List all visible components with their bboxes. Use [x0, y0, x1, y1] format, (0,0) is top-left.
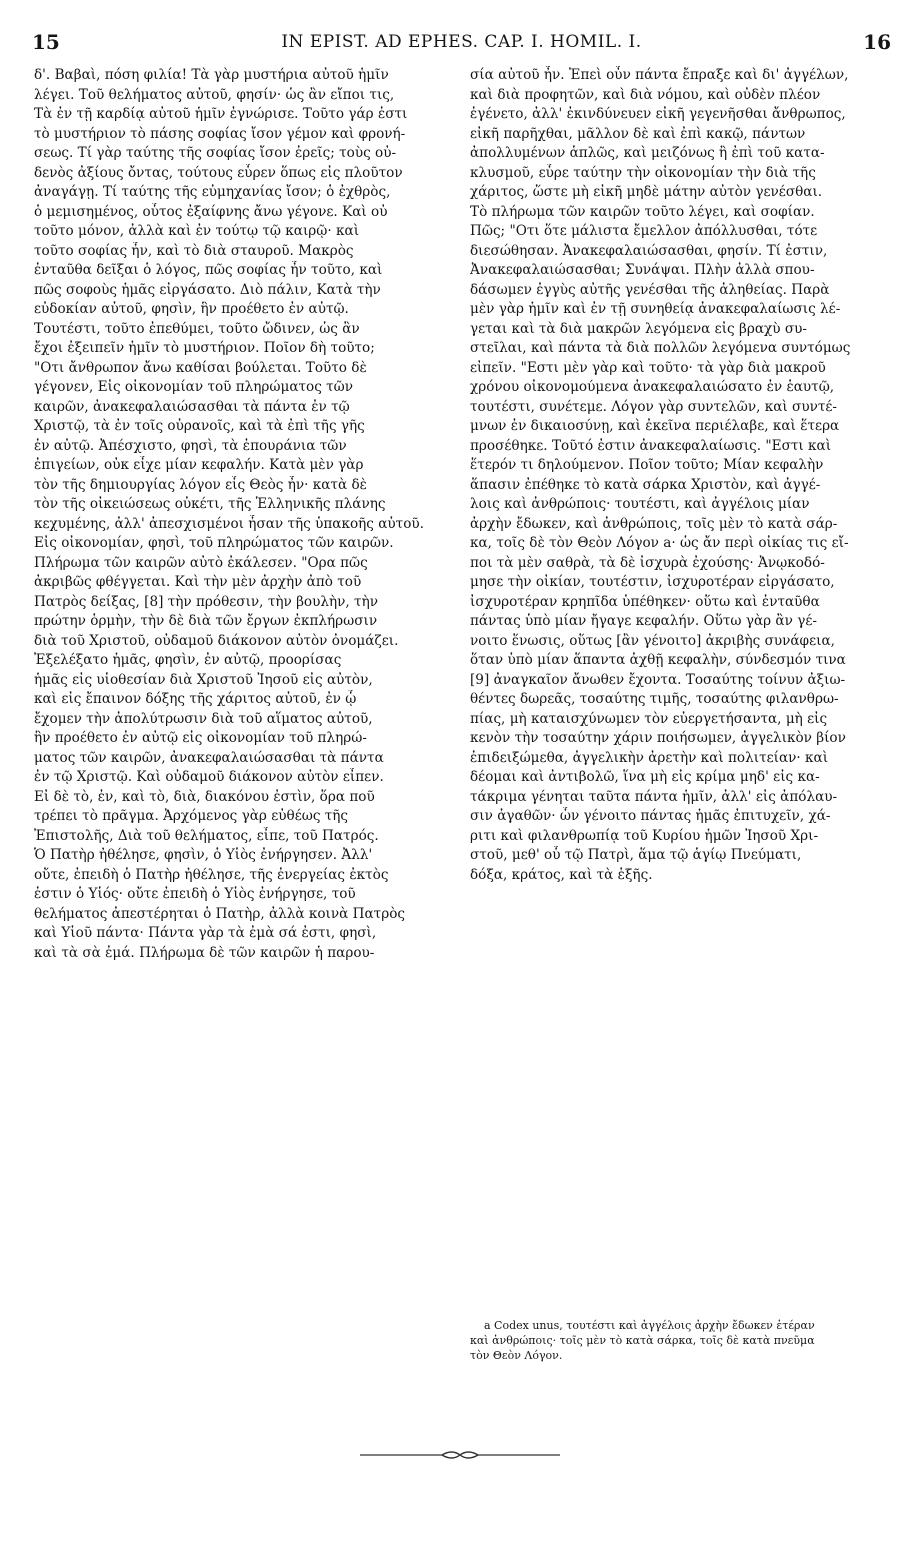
left-column-line: ἀναγάγῃ. Τί ταύτης τῆς εὐμηχανίας ἴσον; ὁ ἐχθρὸς,: [34, 184, 391, 200]
right-text-column: [470, 66, 888, 885]
running-title: IN EPIST. AD EPHES. CAP. I. HOMIL. I.: [281, 32, 642, 52]
footnote-line: τὸν Θεὸν Λόγον.: [470, 1349, 563, 1362]
right-column-line: ποι τὰ μὲν σαθρὰ, τὰ δὲ ἰσχυρὰ ἐχούσης· Ἀνῳκοδό-: [470, 554, 825, 571]
right-column-line: ἀρχὴν ἔδωκεν, καὶ ἀνθρώποις, τοῖς μὲν τὸ κατὰ σάρ-: [470, 515, 838, 532]
left-column-line: εὐδοκίαν αὐτοῦ, φησὶν, ἣν προέθετο ἐν αὐτῷ.: [34, 301, 349, 317]
right-column-line: ριτι καὶ φιλανθρωπίᾳ τοῦ Κυρίου ἡμῶν Ἰησοῦ Χρι-: [470, 827, 819, 844]
right-column-line: χρόνου οἰκονομούμενα ἀνακεφαλαιώσατο ἐν ἑαυτῷ,: [470, 379, 835, 395]
footnote-line: καὶ ἀνθρώποις· τοῖς μὲν τὸ κατὰ σάρκα, τοῖς δὲ κατὰ πνεῦμα: [470, 1334, 815, 1347]
footnote-line: a Codex unus, τουτέστι καὶ ἀγγέλοις ἀρχὴν ἔδωκεν ἑτέραν: [484, 1319, 815, 1332]
left-column-line: ἔχοι ἐξειπεῖν ἡμῖν τὸ μυστήριον. Ποῖον δὴ τοῦτο;: [34, 340, 375, 356]
left-column-line: τὸν τῆς δημιουργίας λόγον εἷς Θεὸς ἦν· κατὰ δὲ: [34, 476, 367, 493]
right-column-line: Πῶς; "Οτι ὅτε μάλιστα ἔμελλον ἀπόλλυσθαι, τότε: [470, 223, 818, 239]
right-column-line: [9] ἀναγκαῖον ἄνωθεν ἔχοντα. Τοσαύτης τοίνυν ἀξιω-: [470, 671, 846, 688]
right-column-line: μὲν γὰρ ἡμῖν καὶ ἐν τῇ συνηθείᾳ ἀνακεφαλαίωσις λέ-: [470, 301, 841, 317]
left-column-line: ἐνταῦθα δεῖξαι ὁ λόγος, πῶς σοφίας ἦν τοῦτο, καὶ: [34, 262, 383, 278]
left-column-line: ματος τῶν καιρῶν, ἀνακεφαλαιώσασθαι τὰ πάντα: [34, 749, 384, 766]
right-column-line: σιν ἀγαθῶν· ὧν γένοιτο πάντας ἡμᾶς ἐπιτυχεῖν, χά-: [470, 808, 831, 824]
right-column-line: εἰπεῖν. "Εστι μὲν γὰρ καὶ τοῦτο· τὰ γὰρ διὰ μακροῦ: [470, 359, 826, 376]
left-column-line: ἡμᾶς εἰς υἱοθεσίαν διὰ Χριστοῦ Ἰησοῦ εἰς αὐτὸν,: [34, 671, 373, 688]
left-column-line: Εἰ δὲ τὸ, ἐν, καὶ τὸ, διὰ, διακόνου ἐστὶν, ὅρα ποῦ: [34, 788, 375, 805]
left-column-line: ἐν τῷ Χριστῷ. Καὶ οὐδαμοῦ διάκονον αὐτὸν εἶπεν.: [34, 769, 384, 785]
left-column-line: Πλήρωμα τῶν καιρῶν αὐτὸ ἐκάλεσεν. "Ορα πῶς: [34, 554, 368, 571]
left-column-line: λέγει. Τοῦ θελήματος αὐτοῦ, φησίν· ὡς ἂν εἴποι τις,: [34, 86, 395, 103]
left-column-line: Τὰ ἐν τῇ καρδίᾳ αὐτοῦ ἡμῖν ἐγνώρισε. Τοῦτο γάρ ἐστι: [34, 106, 408, 122]
right-column-line: λοις καὶ ἀνθρώποις· τουτέστι, καὶ ἀγγέλοις μίαν: [470, 496, 810, 512]
right-column-line: διεσώθησαν. Ἀνακεφαλαιώσασθαι, φησίν. Τί ἐστιν,: [470, 242, 828, 259]
right-column-line: κλυσμοῦ, εὗρε ταύτην τὴν οἰκονομίαν τὴν διὰ τῆς: [470, 164, 816, 181]
left-column-line: διὰ τοῦ Χριστοῦ, οὐδαμοῦ διάκονον αὐτὸν ὀνομάζει.: [34, 632, 399, 649]
right-column-line: Τὸ πλήρωμα τῶν καιρῶν τοῦτο λέγει, καὶ σοφίαν.: [470, 203, 815, 220]
left-column-line: καὶ εἰς ἔπαινον δόξης τῆς χάριτος αὐτοῦ, ἐν ᾧ: [34, 691, 357, 707]
right-column-line: ἀπολλυμένων ἁπλῶς, καὶ μειζόνως ἢ ἐπὶ τοῦ κατα-: [470, 145, 825, 161]
left-column-line: τρέπει τὸ πρᾶγμα. Ἀρχόμενος γὰρ εὐθέως τῆς: [34, 808, 349, 824]
right-column-line: πάντας ὑπὸ μίαν ἤγαγε κεφαλήν. Οὕτω γὰρ ἂν γέ-: [470, 613, 817, 629]
page-number-right: 16: [863, 30, 891, 54]
left-column-line: οὔτε, ἐπειδὴ ὁ Πατὴρ ἠθέλησε, τῆς ἐνεργείας ἐκτὸς: [34, 866, 389, 883]
right-column-line: προσέθηκε. Τοῦτό ἐστιν ἀνακεφαλαίωσις. "Εστι καὶ: [470, 437, 832, 454]
running-header: [32, 30, 891, 60]
left-column-line: Εἰς οἰκονομίαν, φησὶ, τοῦ πληρώματος τῶν καιρῶν.: [34, 535, 394, 551]
right-column-line: εἰκῆ παρῆχθαι, μᾶλλον δὲ καὶ ἐπὶ κακῷ, πάντων: [470, 125, 806, 142]
left-column-line: Χριστῷ, τὰ ἐν τοῖς οὐρανοῖς, καὶ τὰ ἐπὶ τῆς γῆς: [34, 418, 365, 434]
right-column-line: θέντες δωρεᾶς, τοσαύτης τιμῆς, τοσαύτης φιλανθρω-: [470, 691, 839, 707]
end-ornament-rule: [360, 1448, 560, 1462]
right-column-line: κα, τοῖς δὲ τὸν Θεὸν Λόγον a· ὡς ἄν περὶ οἰκίας τις εἴ-: [470, 535, 849, 551]
left-column-line: δενὸς ἀξίους ὄντας, τούτους εὗρεν ὅπως εἰς πλοῦτον: [34, 164, 403, 181]
left-column-line: τοῦτο μόνον, ἀλλὰ καὶ ἐν τούτῳ τῷ καιρῷ· καὶ: [34, 223, 360, 239]
right-column-line: τάκριμα γένηται ταῦτα πάντα ἡμῖν, ἀλλ' εἰς ἀπόλαυ-: [470, 788, 838, 805]
right-column-line: δέομαι καὶ ἀντιβολῶ, ἵνα μὴ εἰς κρίμα μηδ' εἰς κα-: [470, 769, 820, 785]
right-column-line: μησε τὴν οἰκίαν, τουτέστιν, ἰσχυροτέραν εἰργάσατο,: [470, 574, 835, 590]
right-column-line: ἐπιδειξώμεθα, ἀγγελικὴν ἀρετὴν καὶ πολιτείαν· καὶ: [470, 749, 829, 766]
left-column-line: πρώτην ὁρμὴν, τὴν δὲ διὰ τῶν ἔργων ἐκπλήρωσιν: [34, 613, 378, 629]
right-column-line: μνων ἐν δικαιοσύνῃ, καὶ ἐκεῖνα περιέλαβε, καὶ ἕτερα: [470, 418, 840, 434]
right-column-line: τουτέστι, συνέτεμε. Λόγον γὰρ συντελῶν, καὶ συντέ-: [470, 398, 838, 415]
left-column-line: Ἐξελέξατο ἡμᾶς, φησὶν, ἐν αὐτῷ, προορίσας: [34, 652, 342, 668]
left-column-line: "Οτι ἄνθρωπον ἄνω καθίσαι βούλεται. Τοῦτο δὲ: [34, 359, 367, 376]
right-column-line: χάριτος, ὥστε μὴ εἰκῆ μηδὲ μάτην αὐτὸν γενέσθαι.: [470, 184, 823, 200]
right-column-line: ἅπασιν ἐπέθηκε τὸ κατὰ σάρκα Χριστὸν, καὶ ἀγγέ-: [470, 476, 821, 493]
right-column-line: στοῦ, μεθ' οὗ τῷ Πατρὶ, ἅμα τῷ ἁγίῳ Πνεύματι,: [470, 847, 802, 863]
right-column-line: ἕτερόν τι δηλούμενον. Ποῖον τοῦτο; Μίαν κεφαλὴν: [470, 457, 824, 473]
right-column-line: καὶ διὰ προφητῶν, καὶ διὰ νόμου, καὶ οὐδὲν πλέον: [470, 86, 821, 103]
left-column-line: Πατρὸς δείξας, [8] τὴν πρόθεσιν, τὴν βουλὴν, τὴν: [34, 593, 378, 610]
right-column-line: ἰσχυροτέραν κρηπῖδα ὑπέθηκεν· οὕτω καὶ ἐνταῦθα: [470, 593, 820, 610]
left-column-line: πῶς σοφοὺς ἡμᾶς εἰργάσατο. Διὸ πάλιν, Κατὰ τὴν: [34, 281, 381, 298]
left-column-line: ἐστιν ὁ Υἱός· οὔτε ἐπειδὴ ὁ Υἱὸς ἐνήργησε, τοῦ: [34, 886, 356, 902]
right-column-line: δόξα, κράτος, καὶ τὰ ἑξῆς.: [470, 866, 653, 883]
left-column-line: τὸ μυστήριον τὸ πάσης σοφίας ἴσον γέμον καὶ φρονή-: [34, 125, 406, 142]
right-column-line: δάσωμεν ἐγγὺς αὐτῆς γενέσθαι τῆς ἀληθείας. Παρὰ: [470, 281, 830, 298]
left-column-line: σεως. Τί γὰρ ταύτης τῆς σοφίας ἴσον ἐρεῖς; τοὺς οὐ-: [34, 145, 397, 161]
left-column-line: κεχυμένης, ἀλλ' ἀπεσχισμένοι ἦσαν τῆς ὑπακοῆς αὐτοῦ.: [34, 515, 424, 532]
left-column-line: καιρῶν, ἀνακεφαλαιώσασθαι τὰ πάντα ἐν τῷ: [34, 398, 350, 415]
right-column-line: πίας, μὴ καταισχύνωμεν τὸν εὐεργετήσαντα, μὴ εἰς: [470, 710, 828, 727]
left-column-line: δ'. Βαβαὶ, πόση φιλία! Τὰ γὰρ μυστήρια αὐτοῦ ἡμῖν: [34, 67, 389, 83]
left-column-line: ὁ μεμισημένος, οὗτος ἐξαίφνης ἄνω γέγονε. Καὶ οὐ: [34, 203, 388, 220]
left-column-line: θελήματος ἀπεστέρηται ὁ Πατὴρ, ἀλλὰ κοινὰ Πατρὸς: [34, 905, 405, 922]
right-column-line: Ἀνακεφαλαιώσασθαι; Συνάψαι. Πλὴν ἀλλὰ σπου-: [470, 262, 815, 278]
left-column-line: ἔχομεν τὴν ἀπολύτρωσιν διὰ τοῦ αἵματος αὐτοῦ,: [34, 710, 373, 727]
right-column-line: στεῖλαι, καὶ πάντα τὰ διὰ πολλῶν λεγόμενα συντόμως: [470, 340, 851, 356]
left-column-line: ἐπιγείων, οὐκ εἶχε μίαν κεφαλήν. Κατὰ μὲν γὰρ: [34, 457, 364, 473]
right-column-line: ὅταν ὑπὸ μίαν ἅπαντα ἀχθῇ κεφαλὴν, σύνδεσμόν τινα: [470, 652, 846, 668]
right-column-line: σία αὐτοῦ ἦν. Ἐπεὶ οὖν πάντα ἔπραξε καὶ δι' ἀγγέλων,: [470, 67, 849, 83]
right-column-line: νοιτο ἕνωσις, οὕτως [ἂν γένοιτο] ἀκριβὴς συνάφεια,: [470, 632, 835, 649]
right-column-line: κενὸν τὴν τοσαύτην χάριν ποιήσωμεν, ἀγγελικὸν βίον: [470, 730, 846, 746]
right-column-line: ἐγένετο, ἀλλ' ἐκινδύνευεν εἰκῆ γεγενῆσθαι ἄνθρωπος,: [470, 106, 846, 122]
left-column-line: γέγονεν, Εἰς οἰκονομίαν τοῦ πληρώματος τῶν: [34, 379, 354, 395]
left-column-line: Ἐπιστολῆς, Διὰ τοῦ θελήματος, εἶπε, τοῦ Πατρός.: [34, 827, 379, 844]
left-text-column: [34, 66, 448, 963]
left-column-line: ἐν αὐτῷ. Ἀπέσχιστο, φησὶ, τὰ ἐπουράνια τῶν: [34, 437, 347, 454]
page-number-left: 15: [32, 30, 60, 54]
footnote: [470, 1318, 888, 1363]
left-column-line: τὸν τῆς οἰκειώσεως οὐκέτι, τῆς Ἑλληνικῆς πλάνης: [34, 496, 386, 512]
right-column-line: γεται καὶ τὰ διὰ μακρῶν λεγόμενα εἰς βραχὺ συ-: [470, 320, 807, 337]
left-column-line: τοῦτο σοφίας ἦν, καὶ τὸ διὰ σταυροῦ. Μακρὸς: [34, 242, 354, 259]
left-column-line: ἣν προέθετο ἐν αὐτῷ εἰς οἰκονομίαν τοῦ πληρώ-: [34, 730, 367, 746]
left-column-line: καὶ τὰ σὰ ἐμά. Πλήρωμα δὲ τῶν καιρῶν ἡ παρου-: [34, 944, 375, 961]
left-column-line: Ὁ Πατὴρ ἠθέλησε, φησὶν, ὁ Υἱὸς ἐνήργησεν. Ἀλλ': [34, 847, 373, 863]
left-column-line: ἀκριβῶς φθέγγεται. Καὶ τὴν μὲν ἀρχὴν ἀπὸ τοῦ: [34, 574, 362, 590]
left-column-line: καὶ Υἱοῦ πάντα· Πάντα γὰρ τὰ ἐμὰ σά ἐστι, φησὶ,: [34, 925, 377, 941]
left-column-line: Τουτέστι, τοῦτο ἐπεθύμει, τοῦτο ὤδινεν, ὡς ἂν: [34, 320, 360, 337]
